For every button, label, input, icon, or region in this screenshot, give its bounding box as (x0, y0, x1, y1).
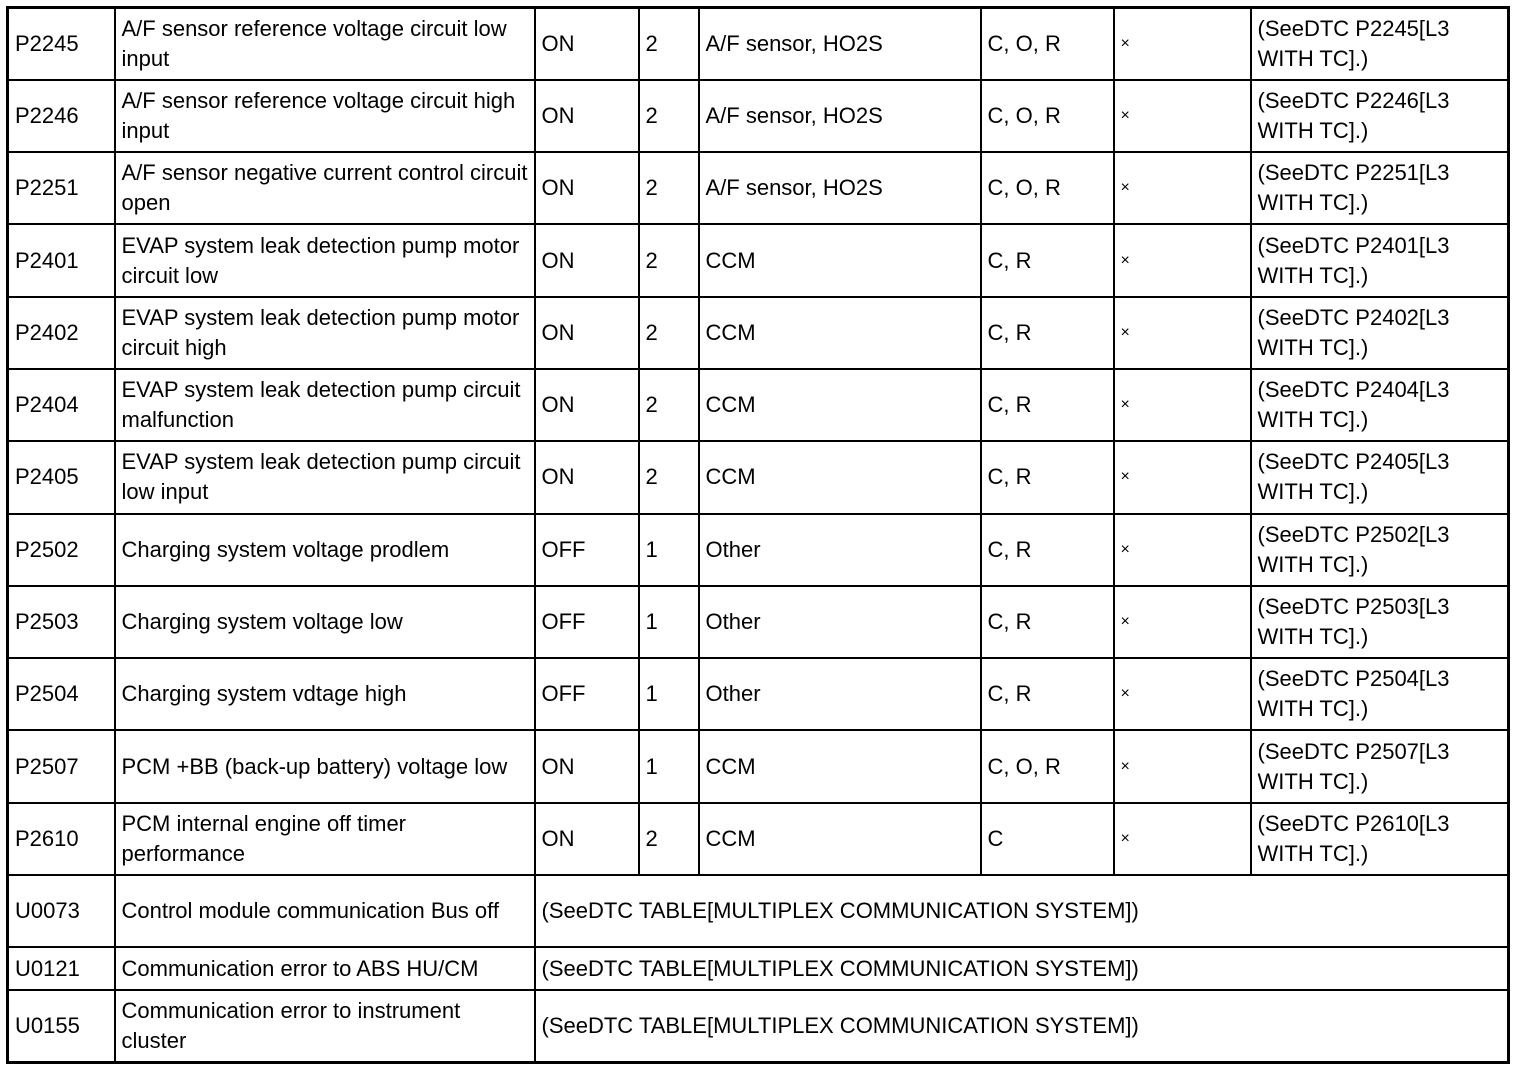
dtc-code: P2610 (8, 803, 115, 875)
monitor-item: Other (699, 514, 981, 586)
dtc-description: Communication error to ABS HU/CM (115, 947, 535, 990)
table-row (8, 990, 1509, 1062)
memory-function: C, R (981, 369, 1114, 441)
dtc-description: Control module communication Bus off (115, 875, 535, 947)
reference-link[interactable]: (SeeDTC TABLE[MULTIPLEX COMMUNICATION SYSTEM]) (535, 947, 1509, 990)
dtc-description: EVAP system leak detection pump motor circuit high (115, 297, 535, 369)
dtc-description: A/F sensor reference voltage circuit low input (115, 8, 535, 80)
memory-function: C (981, 803, 1114, 875)
table-row (8, 658, 1509, 730)
memory-function: C, O, R (981, 152, 1114, 224)
table-row (8, 586, 1509, 658)
table-row (8, 441, 1509, 513)
dtc-code: P2503 (8, 586, 115, 658)
dtc-description: EVAP system leak detection pump circuit low input (115, 441, 535, 513)
drive-cycle: 2 (639, 80, 699, 152)
table-row (8, 730, 1509, 802)
self-malfunction-mark: × (1114, 514, 1251, 586)
table-row (8, 803, 1509, 875)
dtc-code: P2507 (8, 730, 115, 802)
mil-status: OFF (535, 514, 639, 586)
table-row (8, 224, 1509, 296)
dtc-code: P2245 (8, 8, 115, 80)
dtc-code: P2502 (8, 514, 115, 586)
reference-link[interactable]: (SeeDTC TABLE[MULTIPLEX COMMUNICATION SYSTEM]) (535, 990, 1509, 1062)
self-malfunction-mark: × (1114, 803, 1251, 875)
dtc-code: P2246 (8, 80, 115, 152)
mil-status: OFF (535, 658, 639, 730)
dtc-description: Communication error to instrument cluster (115, 990, 535, 1062)
memory-function: C, R (981, 297, 1114, 369)
reference-link[interactable]: (SeeDTC P2405[L3 WITH TC].) (1251, 441, 1509, 513)
memory-function: C, R (981, 658, 1114, 730)
dtc-description: Charging system vdtage high (115, 658, 535, 730)
memory-function: C, R (981, 514, 1114, 586)
drive-cycle: 1 (639, 730, 699, 802)
dtc-code: P2251 (8, 152, 115, 224)
mil-status: ON (535, 224, 639, 296)
reference-link[interactable]: (SeeDTC P2245[L3 WITH TC].) (1251, 8, 1509, 80)
mil-status: ON (535, 803, 639, 875)
self-malfunction-mark: × (1114, 369, 1251, 441)
dtc-code: U0073 (8, 875, 115, 947)
drive-cycle: 2 (639, 8, 699, 80)
reference-link[interactable]: (SeeDTC P2404[L3 WITH TC].) (1251, 369, 1509, 441)
reference-link[interactable]: (SeeDTC P2503[L3 WITH TC].) (1251, 586, 1509, 658)
table-row (8, 297, 1509, 369)
mil-status: ON (535, 730, 639, 802)
dtc-description: A/F sensor reference voltage circuit high input (115, 80, 535, 152)
self-malfunction-mark: × (1114, 152, 1251, 224)
memory-function: C, R (981, 441, 1114, 513)
dtc-code: U0121 (8, 947, 115, 990)
dtc-table-body (8, 8, 1509, 1063)
self-malfunction-mark: × (1114, 224, 1251, 296)
mil-status: OFF (535, 586, 639, 658)
memory-function: C, R (981, 586, 1114, 658)
reference-link[interactable]: (SeeDTC P2402[L3 WITH TC].) (1251, 297, 1509, 369)
memory-function: C, R (981, 224, 1114, 296)
reference-link[interactable]: (SeeDTC P2504[L3 WITH TC].) (1251, 658, 1509, 730)
table-row (8, 80, 1509, 152)
monitor-item: A/F sensor, HO2S (699, 152, 981, 224)
monitor-item: CCM (699, 369, 981, 441)
dtc-code: P2504 (8, 658, 115, 730)
self-malfunction-mark: × (1114, 730, 1251, 802)
self-malfunction-mark: × (1114, 297, 1251, 369)
mil-status: ON (535, 8, 639, 80)
monitor-item: A/F sensor, HO2S (699, 80, 981, 152)
reference-link[interactable]: (SeeDTC P2246[L3 WITH TC].) (1251, 80, 1509, 152)
dtc-code: P2402 (8, 297, 115, 369)
reference-link[interactable]: (SeeDTC P2251[L3 WITH TC].) (1251, 152, 1509, 224)
mil-status: ON (535, 297, 639, 369)
drive-cycle: 2 (639, 441, 699, 513)
monitor-item: CCM (699, 730, 981, 802)
self-malfunction-mark: × (1114, 586, 1251, 658)
drive-cycle: 2 (639, 803, 699, 875)
drive-cycle: 2 (639, 152, 699, 224)
drive-cycle: 2 (639, 297, 699, 369)
drive-cycle: 1 (639, 586, 699, 658)
self-malfunction-mark: × (1114, 658, 1251, 730)
self-malfunction-mark: × (1114, 80, 1251, 152)
drive-cycle: 1 (639, 514, 699, 586)
dtc-description: PCM internal engine off timer performance (115, 803, 535, 875)
self-malfunction-mark: × (1114, 441, 1251, 513)
monitor-item: Other (699, 586, 981, 658)
memory-function: C, O, R (981, 730, 1114, 802)
mil-status: ON (535, 80, 639, 152)
dtc-table (6, 6, 1510, 1064)
dtc-code: U0155 (8, 990, 115, 1062)
table-row (8, 875, 1509, 947)
monitor-item: A/F sensor, HO2S (699, 8, 981, 80)
dtc-description: Charging system voltage low (115, 586, 535, 658)
dtc-code: P2401 (8, 224, 115, 296)
table-row (8, 152, 1509, 224)
monitor-item: CCM (699, 224, 981, 296)
table-row (8, 514, 1509, 586)
reference-link[interactable]: (SeeDTC P2502[L3 WITH TC].) (1251, 514, 1509, 586)
dtc-description: EVAP system leak detection pump circuit malfunction (115, 369, 535, 441)
mil-status: ON (535, 441, 639, 513)
mil-status: ON (535, 369, 639, 441)
mil-status: ON (535, 152, 639, 224)
reference-link[interactable]: (SeeDTC TABLE[MULTIPLEX COMMUNICATION SYSTEM]) (535, 875, 1509, 947)
monitor-item: CCM (699, 297, 981, 369)
monitor-item: CCM (699, 803, 981, 875)
self-malfunction-mark: × (1114, 8, 1251, 80)
dtc-description: EVAP system leak detection pump motor circuit low (115, 224, 535, 296)
drive-cycle: 2 (639, 224, 699, 296)
dtc-description: PCM +BB (back-up battery) voltage low (115, 730, 535, 802)
table-row (8, 369, 1509, 441)
dtc-description: Charging system voltage prodlem (115, 514, 535, 586)
monitor-item: Other (699, 658, 981, 730)
reference-link[interactable]: (SeeDTC P2507[L3 WITH TC].) (1251, 730, 1509, 802)
reference-link[interactable]: (SeeDTC P2610[L3 WITH TC].) (1251, 803, 1509, 875)
table-row (8, 8, 1509, 80)
memory-function: C, O, R (981, 8, 1114, 80)
drive-cycle: 2 (639, 369, 699, 441)
dtc-description: A/F sensor negative current control circuit open (115, 152, 535, 224)
drive-cycle: 1 (639, 658, 699, 730)
memory-function: C, O, R (981, 80, 1114, 152)
monitor-item: CCM (699, 441, 981, 513)
table-row (8, 947, 1509, 990)
dtc-code: P2404 (8, 369, 115, 441)
dtc-code: P2405 (8, 441, 115, 513)
reference-link[interactable]: (SeeDTC P2401[L3 WITH TC].) (1251, 224, 1509, 296)
